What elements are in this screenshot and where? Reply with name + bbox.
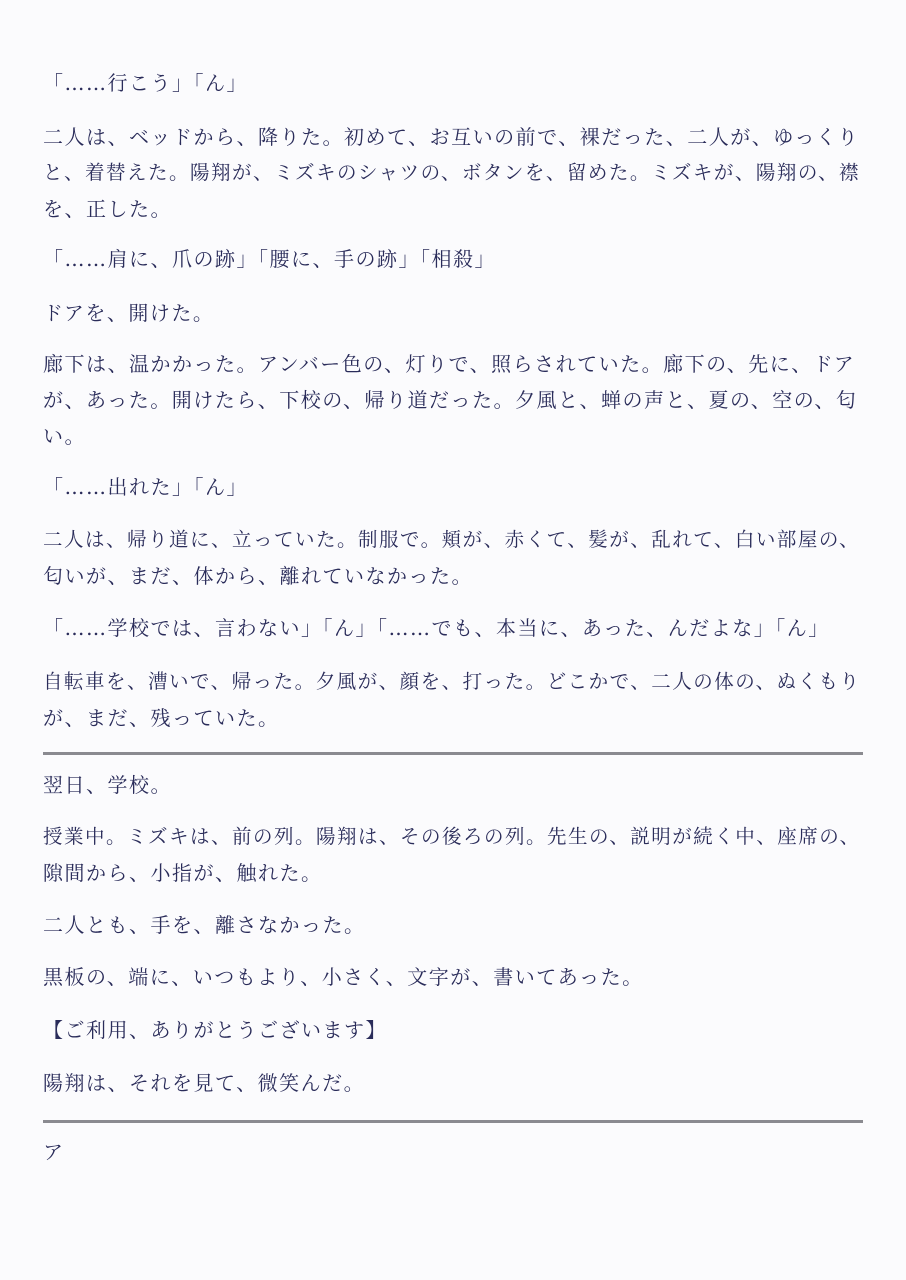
paragraph — [43, 119, 863, 227]
paragraph — [43, 469, 863, 505]
text-line: 「……行こう」「ん」 — [43, 71, 248, 95]
text-line: 廊下は、温かかった。アンバー色の、灯りで、照らされていた。廊下の、先に、ドア — [43, 352, 856, 376]
paragraph — [43, 959, 863, 995]
paragraph — [43, 1134, 863, 1170]
text-line: を、正した。 — [43, 197, 172, 221]
text-line: 匂いが、まだ、体から、離れていなかった。 — [43, 564, 473, 588]
paragraph — [43, 65, 863, 101]
paragraph — [43, 1012, 863, 1048]
text-line: 「……肩に、爪の跡」「腰に、手の跡」「相殺」 — [43, 247, 496, 271]
paragraph — [43, 610, 863, 646]
text-line: と、着替えた。陽翔が、ミズキのシャツの、ボタンを、留めた。ミズキが、陽翔の、襟 — [43, 161, 861, 184]
text-line: ア — [43, 1140, 65, 1164]
paragraph — [43, 1065, 863, 1101]
paragraph — [43, 664, 863, 736]
text-line: 「……出れた」「ん」 — [43, 475, 248, 499]
paragraph — [43, 295, 863, 331]
text-line: 隙間から、小指が、触れた。 — [43, 861, 323, 885]
paragraph — [43, 819, 863, 891]
text-line: 二人とも、手を、離さなかった。 — [43, 913, 366, 937]
paragraph — [43, 346, 863, 454]
paragraph — [43, 522, 863, 594]
paragraph — [43, 907, 863, 943]
text-line: 「……学校では、言わない」「ん」「……でも、本当に、あった、んだよな」「ん」 — [43, 616, 830, 640]
text-line: 【ご利用、ありがとうございます】 — [43, 1018, 387, 1042]
text-line: が、まだ、残っていた。 — [43, 706, 280, 730]
text-line: 自転車を、漕いで、帰った。夕風が、顔を、打った。どこかで、二人の体の、ぬくもり — [43, 670, 861, 693]
text-line: 授業中。ミズキは、前の列。陽翔は、その後ろの列。先生の、説明が続く中、座席の、 — [43, 825, 861, 848]
paragraph — [43, 767, 863, 803]
text-line: 陽翔は、それを見て、微笑んだ。 — [43, 1071, 366, 1095]
text-line: 二人は、ベッドから、降りた。初めて、お互いの前で、裸だった、二人が、ゆっくり — [43, 125, 859, 149]
text-line: 二人は、帰り道に、立っていた。制服で。頬が、赤くて、髪が、乱れて、白い部屋の、 — [43, 528, 861, 551]
text-line: が、あった。開けたら、下校の、帰り道だった。夕風と、蝉の声と、夏の、空の、匂 — [43, 388, 858, 412]
text-line: い。 — [43, 424, 86, 448]
text-line: ドアを、開けた。 — [43, 301, 215, 325]
paragraph — [43, 241, 863, 277]
text-line: 黒板の、端に、いつもより、小さく、文字が、書いてあった。 — [43, 965, 644, 989]
text-line: 翌日、学校。 — [43, 773, 172, 797]
section-divider — [43, 1120, 863, 1123]
section-divider — [43, 752, 863, 755]
